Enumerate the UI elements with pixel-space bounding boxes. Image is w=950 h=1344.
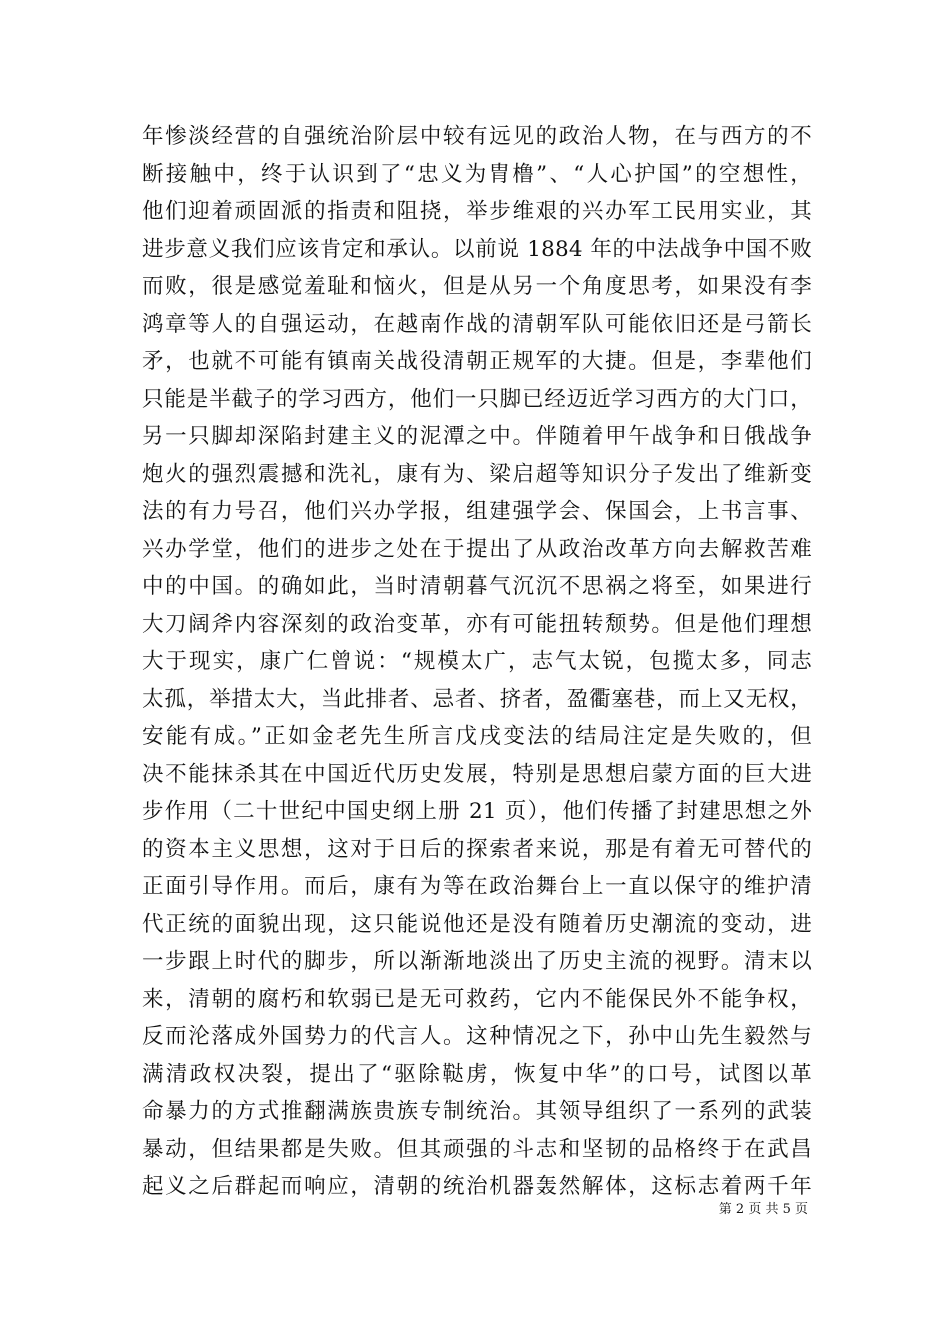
text-line: 只能是半截子的学习西方，他们一只脚已经迈近学习西方的大门口， (142, 386, 812, 412)
text-line: 代正统的面貌出现，这只能说他还是没有随着历史潮流的变动，进 (142, 911, 812, 937)
text-line: 反而沦落成外国势力的代言人。这种情况之下，孙中山先生毅然与 (142, 1024, 812, 1049)
page-footer: 第 2 页 共 5 页 (718, 1202, 808, 1217)
text-line: 太孤，举措太大，当此排者、忌者、挤者，盈衢塞巷，而上又无权， (142, 686, 812, 712)
text-line: 暴动，但结果都是失败。但其顽强的斗志和坚韧的品格终于在武昌 (142, 1136, 812, 1162)
text-line: 满清政权决裂，提出了“驱除鞑虏，恢复中华”的口号，试图以革 (142, 1061, 812, 1087)
text-line: 大于现实，康广仁曾说：“规模太广，志气太锐，包揽太多，同志 (142, 649, 812, 674)
text-line: 大刀阔斧内容深刻的政治变革，亦有可能扭转颓势。但是他们理想 (142, 611, 812, 637)
text-line: 炮火的强烈震撼和洗礼，康有为、梁启超等知识分子发出了维新变 (142, 461, 812, 487)
text-line: 兴办学堂，他们的进步之处在于提出了从政治改革方向去解救苦难 (142, 536, 812, 562)
text-line: 命暴力的方式推翻满族贵族专制统治。其领导组织了一系列的武装 (142, 1099, 812, 1124)
text-line: 而败，很是感觉羞耻和恼火，但是从另一个角度思考，如果没有李 (142, 274, 812, 299)
text-line: 矛，也就不可能有镇南关战役清朝正规军的大捷。但是，李辈他们 (142, 349, 812, 374)
text-line: 的资本主义思想，这对于日后的探索者来说，那是有着无可替代的 (142, 836, 812, 862)
text-line: 起义之后群起而响应，清朝的统治机器轰然解体，这标志着两千年 (142, 1174, 812, 1199)
text-line: 另一只脚却深陷封建主义的泥潭之中。伴随着甲午战争和日俄战争 (142, 424, 812, 449)
text-line: 来，清朝的腐朽和软弱已是无可救药，它内不能保民外不能争权， (142, 986, 812, 1012)
text-line: 进步意义我们应该肯定和承认。以前说 1884 年的中法战争中国不败 (142, 236, 812, 262)
text-line: 安能有成。”正如金老先生所言戊戌变法的结局注定是失败的，但 (142, 724, 812, 749)
text-line: 法的有力号召，他们兴办学报，组建强学会、保国会，上书言事、 (142, 499, 812, 524)
text-line: 正面引导作用。而后，康有为等在政治舞台上一直以保守的维护清 (142, 874, 812, 899)
text-line: 步作用（二十世纪中国史纲上册 21 页），他们传播了封建思想之外 (142, 799, 812, 824)
text-line: 鸿章等人的自强运动，在越南作战的清朝军队可能依旧还是弓箭长 (142, 311, 812, 337)
text-line: 决不能抹杀其在中国近代历史发展，特别是思想启蒙方面的巨大进 (142, 761, 812, 787)
text-line: 他们迎着顽固派的指责和阻挠，举步维艰的兴办军工民用实业，其 (142, 199, 812, 224)
body-text (142, 118, 812, 1206)
text-line: 一步跟上时代的脚步，所以渐渐地淡出了历史主流的视野。清末以 (142, 949, 812, 974)
text-line: 断接触中，终于认识到了“忠义为胄橹”、“人心护国”的空想性， (142, 161, 812, 187)
text-line: 中的中国。的确如此，当时清朝暮气沉沉不思祸之将至，如果进行 (142, 574, 812, 599)
text-line: 年惨淡经营的自强统治阶层中较有远见的政治人物，在与西方的不 (142, 124, 812, 149)
